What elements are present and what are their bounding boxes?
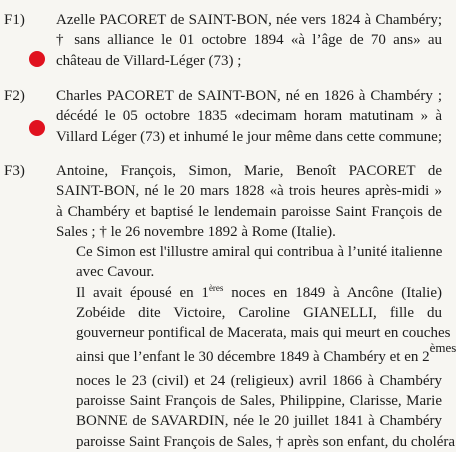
text-line <box>56 283 442 303</box>
text-line: † sans alliance le 01 octobre 1894 «à l’âge de 70 ans» au <box>56 32 442 49</box>
text-line: Sales ; † le 26 novembre 1892 à Rome (Italie). <box>56 223 336 240</box>
text-line <box>56 339 456 371</box>
red-marker-dot <box>29 51 45 67</box>
text-line: BONNE de SAVARDIN, née le 20 juillet 1841 à Chambéry <box>76 413 442 430</box>
text-line: gouverneur pontifical de Macerata, mais qui meurt en couches <box>76 325 451 342</box>
text-line: décédé le 05 octobre 1835 «decimam horam matutinam » à <box>56 108 442 125</box>
text-fragment: noces en 1849 à Ancône (Italie) <box>223 284 442 301</box>
text-line: Charles PACORET de SAINT-BON, né en 1826 à Chambéry ; <box>56 88 442 104</box>
text-line: noces le 23 (civil) et 24 (religieux) avril 1866 à Chambéry <box>76 372 442 389</box>
text-line: paroisse Saint François de Sales, Philippine, Clarisse, Marie <box>76 392 442 409</box>
entry-label-f1: F1) <box>4 12 25 28</box>
superscript: èmes <box>429 339 456 355</box>
superscript: ères <box>208 282 224 293</box>
entry-f2-text <box>56 86 442 147</box>
text-line: Villard Léger (73) et inhumé le jour même dans cette commune; <box>56 128 442 145</box>
entry-f3-text <box>56 161 456 452</box>
text-line: à Chambéry et baptisé le lendemain paroisse Saint François de <box>56 203 442 220</box>
text-line: château de Villard-Léger (73) ; <box>56 52 242 69</box>
entry-label-f2: F2) <box>4 88 25 104</box>
text-line: SAINT-BON, né le 20 mars 1828 «à trois heures après-midi » <box>56 183 442 200</box>
text-line: avec Cavour. <box>76 264 155 281</box>
text-fragment: ainsi que l’enfant le 30 décembre 1849 à Chambéry et en 2 <box>76 348 430 365</box>
text-fragment: Il avait épousé en 1 <box>76 284 209 301</box>
entry-label-f3: F3) <box>4 163 25 179</box>
red-marker-dot <box>29 120 45 136</box>
text-line: Ce Simon est l'illustre amiral qui contribua à l’unité italienne <box>76 244 443 261</box>
text-line: paroisse Saint François de Sales, † après son enfant, du choléra <box>76 433 456 450</box>
text-line: Zobéide dite Victoire, Caroline GIANELLI, fille du <box>76 305 442 322</box>
entry-f1-text <box>56 10 442 71</box>
text-line: Antoine, François, Simon, Marie, Benoît PACORET de <box>56 163 442 179</box>
text-line: Azelle PACORET de SAINT-BON, née vers 1824 à Chambéry; <box>56 12 442 28</box>
